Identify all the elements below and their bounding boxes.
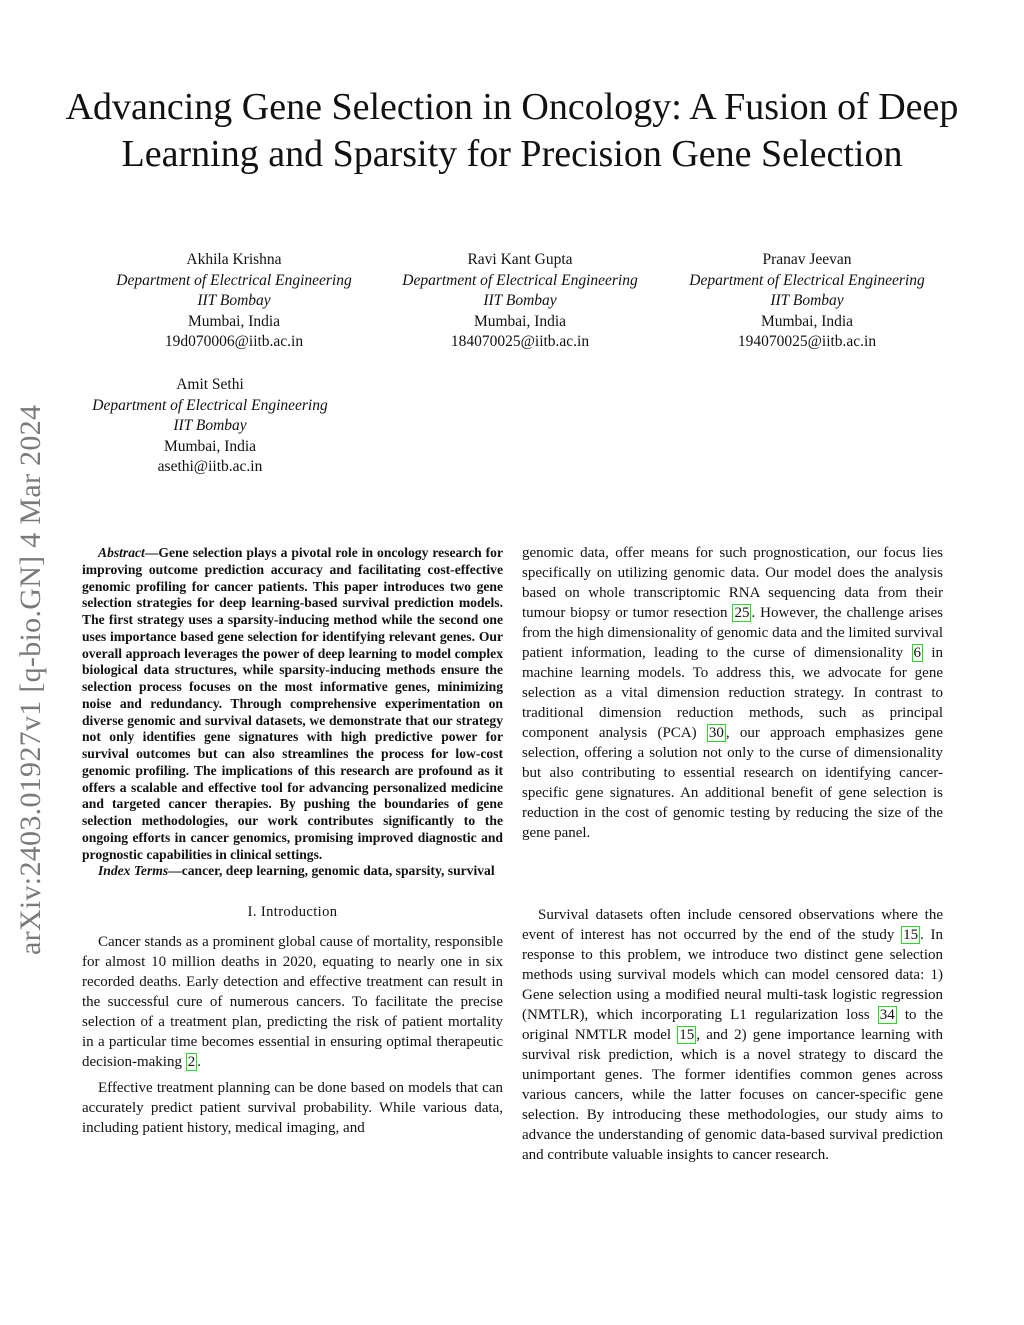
index-terms [82, 863, 503, 880]
intro-p1-end: . [197, 1054, 201, 1070]
intro-paragraph-2: Effective treatment planning can be done based on models that can accurately predict patient survival probability. While various data, including patient history, medical imaging, and [82, 1080, 503, 1136]
author-inst: IIT Bombay [483, 292, 557, 309]
author-block-4 [65, 375, 355, 478]
index-terms-label: Index Terms [98, 863, 169, 879]
author-email[interactable]: 194070025@iitb.ac.in [737, 333, 877, 350]
author-email[interactable]: asethi@iitb.ac.in [157, 458, 263, 475]
author-dept: Department of Electrical Engineering [92, 396, 328, 414]
citation-link[interactable]: 15 [679, 1027, 695, 1043]
author-inst: IIT Bombay [173, 417, 247, 434]
author-dept: Department of Electrical Engineering [402, 271, 638, 289]
right-column [522, 543, 943, 1171]
abstract-text: —Gene selection plays a pivotal role in oncology research for improving outcome prediction accuracy and facilitating cost-effective genomic profiling for cancer patients. This paper introduces two gene selection strategies for deep learning-based survival prediction models. The first strategy uses a sparsity-inducing method while the second one uses importance based gene selection for identifying relevant genes. Our overall approach leverages the power of deep learning to model complex biological data structures, while sparsity-inducing methods ensure the selection process focuses on the most informative genes, minimizing noise and redundancy. Through comprehensive experimentation on diverse genomic and survival datasets, we demonstrate that our strategy not only identifies gene signatures with high predictive power for survival outcomes but can also streamlines the process for low-cost genomic profiling. The implications of this research are profound as it offers a scalable and effective tool for advancing personalized medicine and targeted cancer therapies. By pushing the boundaries of gene selection methodologies, our work contributes significantly to the ongoing efforts in cancer genomics, promising improved diagnostic and prognostic capabilities in clinical settings. [82, 545, 503, 862]
citation-link[interactable]: 25 [734, 605, 750, 621]
author-inst: IIT Bombay [770, 292, 844, 309]
citation-link[interactable]: 15 [903, 927, 919, 943]
author-name: Pranav Jeevan [762, 251, 852, 268]
right-paragraph-1 [522, 543, 943, 843]
author-city: Mumbai, India [163, 437, 257, 455]
right-paragraph-2 [522, 905, 943, 1165]
author-city: Mumbai, India [473, 312, 567, 330]
author-name: Ravi Kant Gupta [467, 251, 573, 268]
arxiv-watermark: arXiv:2403.01927v1 [q-bio.GN] 4 Mar 2024 [14, 404, 47, 955]
right-p1-text-d: , our approach emphasizes gene selection, offering a solution not only to the curse of dimensionality but also contributing to essential research on identifying cancer-specific gene signatures. An additional benefit of gene selection is reduction in the cost of genomic testing by reducing the size of the gene panel. [522, 725, 943, 841]
author-city: Mumbai, India [760, 312, 854, 330]
author-dept: Department of Electrical Engineering [116, 271, 352, 289]
right-p1-text-b: . However, the challenge arises from the high dimensionality of genomic data and the limited survival patient information, leading to the curse of dimensionality [522, 605, 944, 661]
paper-title: Advancing Gene Selection in Oncology: A Fusion of Deep Learning and Sparsity for Precision Gene Selection [65, 86, 959, 175]
author-block-1 [89, 250, 379, 353]
author-name: Amit Sethi [176, 376, 244, 393]
citation-link[interactable]: 6 [913, 645, 921, 661]
left-column [82, 545, 503, 1144]
intro-p1-text: Cancer stands as a prominent global cause of mortality, responsible for almost 10 million deaths in 2020, equating to nearly one in six recorded deaths. Early detection and effective treatment can result in the successful cure of numerous cancers. To facilitate the precise selection of a treatment plan, predicting the risk of patient mortality in a particular time becomes essential in ensuring optimal therapeutic decision-making [82, 934, 503, 1070]
right-p2-text-c: to the original NMTLR model [522, 1007, 943, 1043]
right-p2-text-a: Survival datasets often include censored observations where the event of interest has not occurred by the end of the study [522, 907, 943, 943]
author-email[interactable]: 184070025@iitb.ac.in [450, 333, 590, 350]
abstract [82, 545, 503, 863]
author-name: Akhila Krishna [186, 251, 282, 268]
citation-link[interactable]: 34 [879, 1007, 895, 1023]
author-dept: Department of Electrical Engineering [689, 271, 925, 289]
right-p2-text-b: . In response to this problem, we introduce two distinct gene selection methods using survival models which can model censored data: 1) Gene selection using a modified neural multi-task logistic regression (NMTLR), which incorporating L1 regularization loss [522, 927, 944, 1023]
intro-paragraph-1 [82, 932, 503, 1072]
author-city: Mumbai, India [187, 312, 281, 330]
author-block-2 [375, 250, 665, 353]
author-email[interactable]: 19d070006@iitb.ac.in [164, 333, 304, 350]
right-p2-text-d: , and 2) gene importance learning with survival risk prediction, which is a novel strategy to discard the unimportant genes. The former identifies common genes across various cancers, while the latter focuses on cancer-specific gene selection. By introducing these methodologies, our study aims to advance the understanding of genomic data-based survival prediction and contribute valuable insights to cancer research. [522, 1027, 943, 1163]
index-terms-text: —cancer, deep learning, genomic data, sparsity, survival [168, 863, 495, 879]
author-inst: IIT Bombay [197, 292, 271, 309]
right-p1-text-c: in machine learning models. To address this, we advocate for gene selection as a vital dimension reduction strategy. In contrast to traditional dimension reduction methods, such as principal component analysis (PCA) [522, 645, 943, 741]
citation-link[interactable]: 30 [708, 725, 724, 741]
citation-link[interactable]: 2 [187, 1054, 196, 1070]
author-block-3 [662, 250, 952, 353]
abstract-label: Abstract [98, 545, 145, 560]
section-heading-introduction: I. Introduction [247, 904, 338, 920]
right-p1-text-a: genomic data, offer means for such prognostication, our focus lies specifically on utilizing genomic data. Our model does the analysis based on whole transcriptomic RNA sequencing data from their tumour biopsy or tumor resection [522, 545, 943, 621]
